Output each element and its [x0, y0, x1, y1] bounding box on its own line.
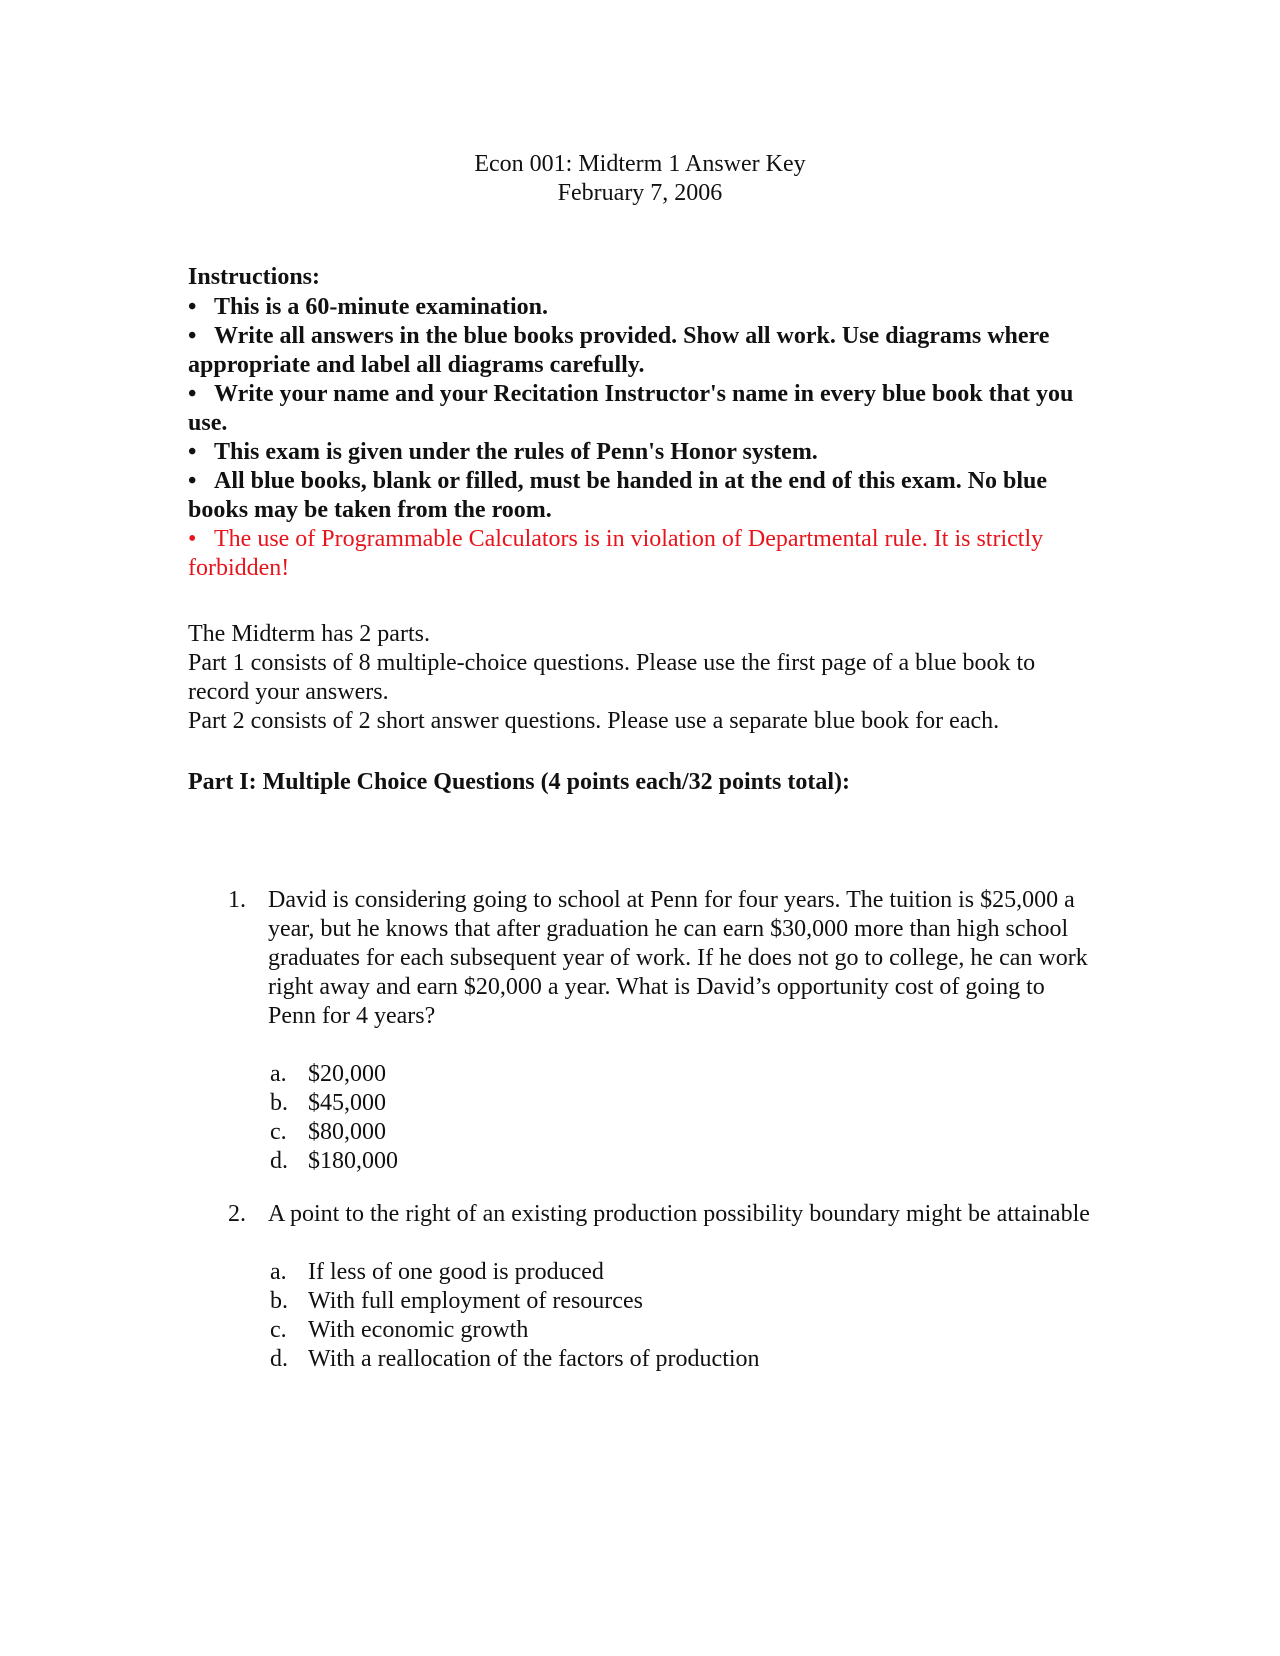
option-letter: b. [270, 1090, 288, 1116]
document-date: February 7, 2006 [557, 180, 723, 206]
instruction-item [188, 293, 1098, 322]
answer-option [270, 1287, 1098, 1316]
instructions-section [188, 263, 1098, 583]
instruction-item [188, 322, 1098, 380]
instruction-item [188, 438, 1098, 467]
option-text: With full employment of resources [308, 1288, 643, 1314]
bullet-icon: • [188, 526, 197, 552]
answer-options [270, 1258, 1098, 1374]
option-letter: a. [270, 1259, 287, 1285]
bullet-icon: • [188, 381, 197, 407]
answer-option [270, 1258, 1098, 1287]
question-text: David is considering going to school at Penn for four years. The tuition is $25,000 a year, but he knows that after graduation he can earn $30,000 more than high school graduates for each subsequent year of work. If he does not go to college, he can work right away and earn $20,000 a year. What is David’s opportunity cost of going to Penn for 4 years? [268, 887, 1088, 1029]
question-number: 2. [228, 1201, 246, 1227]
option-text: $45,000 [308, 1090, 386, 1116]
answer-option [270, 1316, 1098, 1345]
instruction-text: Write all answers in the blue books provided. Show all work. Use diagrams where appropriate and label all diagrams carefully. [188, 323, 1050, 378]
option-letter: b. [270, 1288, 288, 1314]
answer-option [270, 1345, 1098, 1374]
question-item [228, 1200, 1098, 1374]
answer-option [270, 1060, 1098, 1089]
option-text: $20,000 [308, 1061, 386, 1087]
intro-line: The Midterm has 2 parts. [188, 621, 430, 647]
intro-line: Part 1 consists of 8 multiple-choice questions. Please use the first page of a blue book to record your answers. [188, 650, 1036, 705]
answer-options [270, 1060, 1098, 1176]
option-text: $80,000 [308, 1119, 386, 1145]
instruction-text: All blue books, blank or filled, must be handed in at the end of this exam. No blue books may be taken from the room. [188, 468, 1048, 523]
calculator-warning [188, 525, 1098, 583]
bullet-icon: • [188, 439, 197, 465]
instruction-item [188, 380, 1098, 438]
question-number: 1. [228, 887, 246, 913]
instruction-item [188, 467, 1098, 525]
instruction-text: This is a 60-minute examination. [214, 294, 549, 320]
question-text: A point to the right of an existing production possibility boundary might be attainable [268, 1201, 1090, 1227]
option-letter: c. [270, 1317, 287, 1343]
instruction-text: This exam is given under the rules of Penn's Honor system. [214, 439, 818, 465]
instructions-title: Instructions: [188, 264, 321, 290]
option-text: With economic growth [308, 1317, 529, 1343]
option-letter: d. [270, 1148, 288, 1174]
option-text: With a reallocation of the factors of production [308, 1346, 760, 1372]
question-item [228, 886, 1098, 1176]
option-letter: c. [270, 1119, 287, 1145]
answer-option [270, 1118, 1098, 1147]
instruction-text: Write your name and your Recitation Instructor's name in every blue book that you use. [188, 381, 1074, 436]
answer-option [270, 1089, 1098, 1118]
bullet-icon: • [188, 294, 197, 320]
option-letter: a. [270, 1061, 287, 1087]
bullet-icon: • [188, 323, 197, 349]
document-title: Econ 001: Midterm 1 Answer Key [474, 151, 806, 177]
option-text: $180,000 [308, 1148, 398, 1174]
part-one-heading: Part I: Multiple Choice Questions (4 points each/32 points total): [188, 769, 850, 795]
option-letter: d. [270, 1346, 288, 1372]
midterm-intro [188, 620, 1098, 736]
answer-option [270, 1147, 1098, 1176]
intro-line: Part 2 consists of 2 short answer questions. Please use a separate blue book for each. [188, 708, 1000, 734]
warning-text: The use of Programmable Calculators is in violation of Departmental rule. It is strictly forbidden! [188, 526, 1044, 581]
bullet-icon: • [188, 468, 197, 494]
option-text: If less of one good is produced [308, 1259, 604, 1285]
document-header [0, 150, 1280, 208]
